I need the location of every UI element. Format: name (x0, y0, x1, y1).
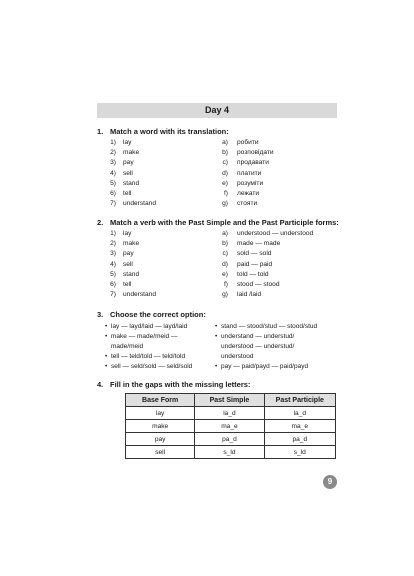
task2-form-item-marker: c) (222, 250, 228, 258)
task2-word-item-text: tell (123, 281, 132, 288)
table-header-row (126, 394, 336, 407)
task1-word-item-marker: 7) (110, 200, 116, 208)
task1-word-item-text: make (123, 149, 140, 157)
task2-word-item (100, 229, 131, 239)
task2-form-item-text: made — made (237, 240, 281, 248)
cell-past-simple[interactable]: s_ld (195, 446, 264, 459)
option-tell-text: tell — teld/told — teld/told (111, 353, 186, 360)
header-past-simple: Past Simple (195, 394, 264, 407)
task1-translation-item-text: продавати (237, 159, 269, 167)
task1-word-item-marker: 6) (110, 190, 116, 197)
option-understand: • understand — understud/ (215, 333, 295, 340)
task3-title (97, 310, 206, 319)
task2-word-item (100, 239, 139, 249)
task1-translation-item (215, 138, 259, 148)
task1-word-item-marker: 4) (110, 169, 116, 177)
task2-form-item (215, 290, 261, 300)
header-past-participle: Past Participle (264, 394, 335, 407)
cell-base: pay (126, 433, 195, 446)
task1-word-item-text: lay (123, 139, 132, 146)
task1-word-item (100, 148, 139, 158)
task1-word-item-text: understand (123, 200, 156, 208)
task1-translation-item (215, 179, 263, 189)
task1-translation-item-text: платити (237, 169, 262, 177)
task1-translation-item-marker: a) (222, 139, 228, 146)
option-lay-text: lay — layd/laid — layd/laid (111, 323, 188, 330)
task2-word-item-marker: 5) (110, 270, 116, 278)
task2-form-item-marker: f) (223, 281, 228, 288)
task1-translation-item-marker: c) (222, 159, 228, 167)
page-number-badge: 9 (323, 475, 337, 489)
task2-word-item (100, 260, 133, 270)
task2-word-item (100, 270, 139, 280)
table-row (126, 420, 336, 433)
task1-translation-item-text: лежати (237, 190, 260, 197)
task2-form-item (215, 229, 313, 239)
header-base-form: Base Form (126, 394, 195, 407)
cell-base: make (126, 420, 195, 433)
task2-word-item-marker: 2) (110, 240, 116, 248)
task2-form-item (215, 239, 280, 249)
task1-translation-item-marker: f) (223, 190, 228, 197)
task2-word-item-marker: 6) (110, 281, 116, 288)
day-title-bar: Day 4 (97, 103, 337, 118)
task1-translation-item (215, 148, 274, 158)
task2-form-item-marker: g) (222, 291, 228, 299)
task2-word-item (100, 280, 131, 290)
option-sell: • sell — seld/sold — seld/sold (105, 363, 193, 370)
cell-past-simple[interactable]: ma_e (195, 420, 264, 433)
task1-translation-item-marker: b) (222, 149, 228, 157)
option-stand: • stand — stood/stud — stood/stud (215, 323, 318, 330)
task2-word-item (100, 249, 134, 259)
task2-word-item-text: pay (123, 250, 134, 258)
task1-word-item (100, 169, 133, 179)
cell-past-participle[interactable]: la_d (264, 407, 335, 420)
table-row (126, 433, 336, 446)
task1-word-item-marker: 3) (110, 159, 116, 167)
task2-form-item-text: sold — sold (237, 250, 272, 258)
task2-number: 2. (97, 218, 104, 227)
task1-translation-item-marker: d) (222, 169, 228, 177)
task1-word-item-text: pay (123, 159, 134, 167)
task2-word-item-text: make (123, 240, 140, 248)
task2-form-item (215, 249, 271, 259)
verb-forms-table (125, 393, 336, 459)
task1-word-item-marker: 2) (110, 149, 116, 157)
task1-title (97, 127, 229, 136)
task1-translation-item-text: розповідати (237, 149, 274, 157)
option-tell: • tell — teld/told — teld/told (105, 353, 186, 360)
task1-translation-item-text: стояти (237, 200, 258, 208)
task1-word-item-text: sell (123, 169, 133, 177)
task2-form-item (215, 280, 280, 290)
task2-form-item (215, 260, 272, 270)
cell-past-participle[interactable]: ma_e (264, 420, 335, 433)
task1-word-item-marker: 1) (110, 139, 116, 146)
task1-word-item (100, 199, 156, 209)
task2-word-item-marker: 4) (110, 260, 116, 268)
task1-word-item-text: tell (123, 190, 132, 197)
task4-number: 4. (97, 380, 104, 389)
option-make-continued: made/meid (111, 343, 144, 350)
task1-word-item-marker: 5) (110, 179, 116, 187)
task1-translation-item (215, 158, 269, 168)
task2-word-item (100, 290, 156, 300)
cell-past-simple[interactable]: la_d (195, 407, 264, 420)
task2-form-item-text: paid — paid (237, 260, 273, 268)
task1-word-item (100, 138, 131, 148)
option-make-text: make — made/meid — (111, 333, 178, 340)
cell-past-participle[interactable]: pa_d (264, 433, 335, 446)
task1-translation-item-text: розуміти (237, 179, 264, 187)
task3-number: 3. (97, 310, 104, 319)
task1-translation-item-text: робити (237, 139, 259, 146)
task2-form-item (215, 270, 269, 280)
task2-form-item-marker: e) (222, 270, 228, 278)
option-understand-continued-1: understood — understud/ (221, 343, 295, 350)
option-stand-text: stand — stood/stud — stood/stud (221, 323, 318, 330)
cell-base: sell (126, 446, 195, 459)
option-sell-text: sell — seld/sold — seld/sold (111, 363, 193, 370)
task1-word-item (100, 189, 131, 199)
task1-translation-item-marker: e) (222, 179, 228, 187)
option-understand-continued-2: understood (221, 353, 254, 360)
task2-form-item-text: stood — stood (237, 281, 280, 288)
task1-word-item-text: stand (123, 179, 140, 187)
table-row (126, 446, 336, 459)
task2-word-item-marker: 3) (110, 250, 116, 258)
task2-word-item-text: understand (123, 291, 156, 299)
task1-translation-item (215, 169, 261, 179)
task3-title-text: Choose the correct option: (110, 310, 206, 319)
task2-title-text: Match a verb with the Past Simple and the Past Participle forms: (110, 218, 339, 227)
task4-title-text: Fill in the gaps with the missing letters: (110, 380, 251, 389)
task2-form-item-text: understood — understood (237, 230, 314, 237)
option-lay: • lay — layd/laid — layd/laid (105, 323, 188, 330)
task2-word-item-text: stand (123, 270, 140, 278)
task2-form-item-marker: a) (222, 230, 228, 237)
cell-past-simple[interactable]: pa_d (195, 433, 264, 446)
task2-word-item-marker: 1) (110, 230, 116, 237)
task2-word-item-text: lay (123, 230, 132, 237)
cell-base: lay (126, 407, 195, 420)
task1-word-item (100, 179, 139, 189)
task1-translation-item-marker: g) (222, 200, 228, 208)
task1-number: 1. (97, 127, 104, 136)
task1-translation-item (215, 189, 259, 199)
task2-word-item-marker: 7) (110, 291, 116, 299)
table-row (126, 407, 336, 420)
task2-form-item-text: laid /laid (237, 291, 262, 299)
task2-word-item-text: sell (123, 260, 133, 268)
task2-form-item-marker: d) (222, 260, 228, 268)
cell-past-participle[interactable]: s_ld (264, 446, 335, 459)
option-understand-text: understand — understud/ (221, 333, 295, 340)
task1-title-text: Match a word with its translation: (110, 127, 229, 136)
task1-word-item (100, 158, 134, 168)
option-pay: • pay — paid/payd — paid/payd (215, 363, 309, 370)
option-make: • make — made/meid — (105, 333, 178, 340)
option-pay-text: pay — paid/payd — paid/payd (221, 363, 309, 370)
task2-form-item-marker: b) (222, 240, 228, 248)
task2-title (97, 218, 339, 227)
task4-title (97, 380, 250, 389)
task1-translation-item (215, 199, 257, 209)
task2-form-item-text: told — told (237, 270, 269, 278)
